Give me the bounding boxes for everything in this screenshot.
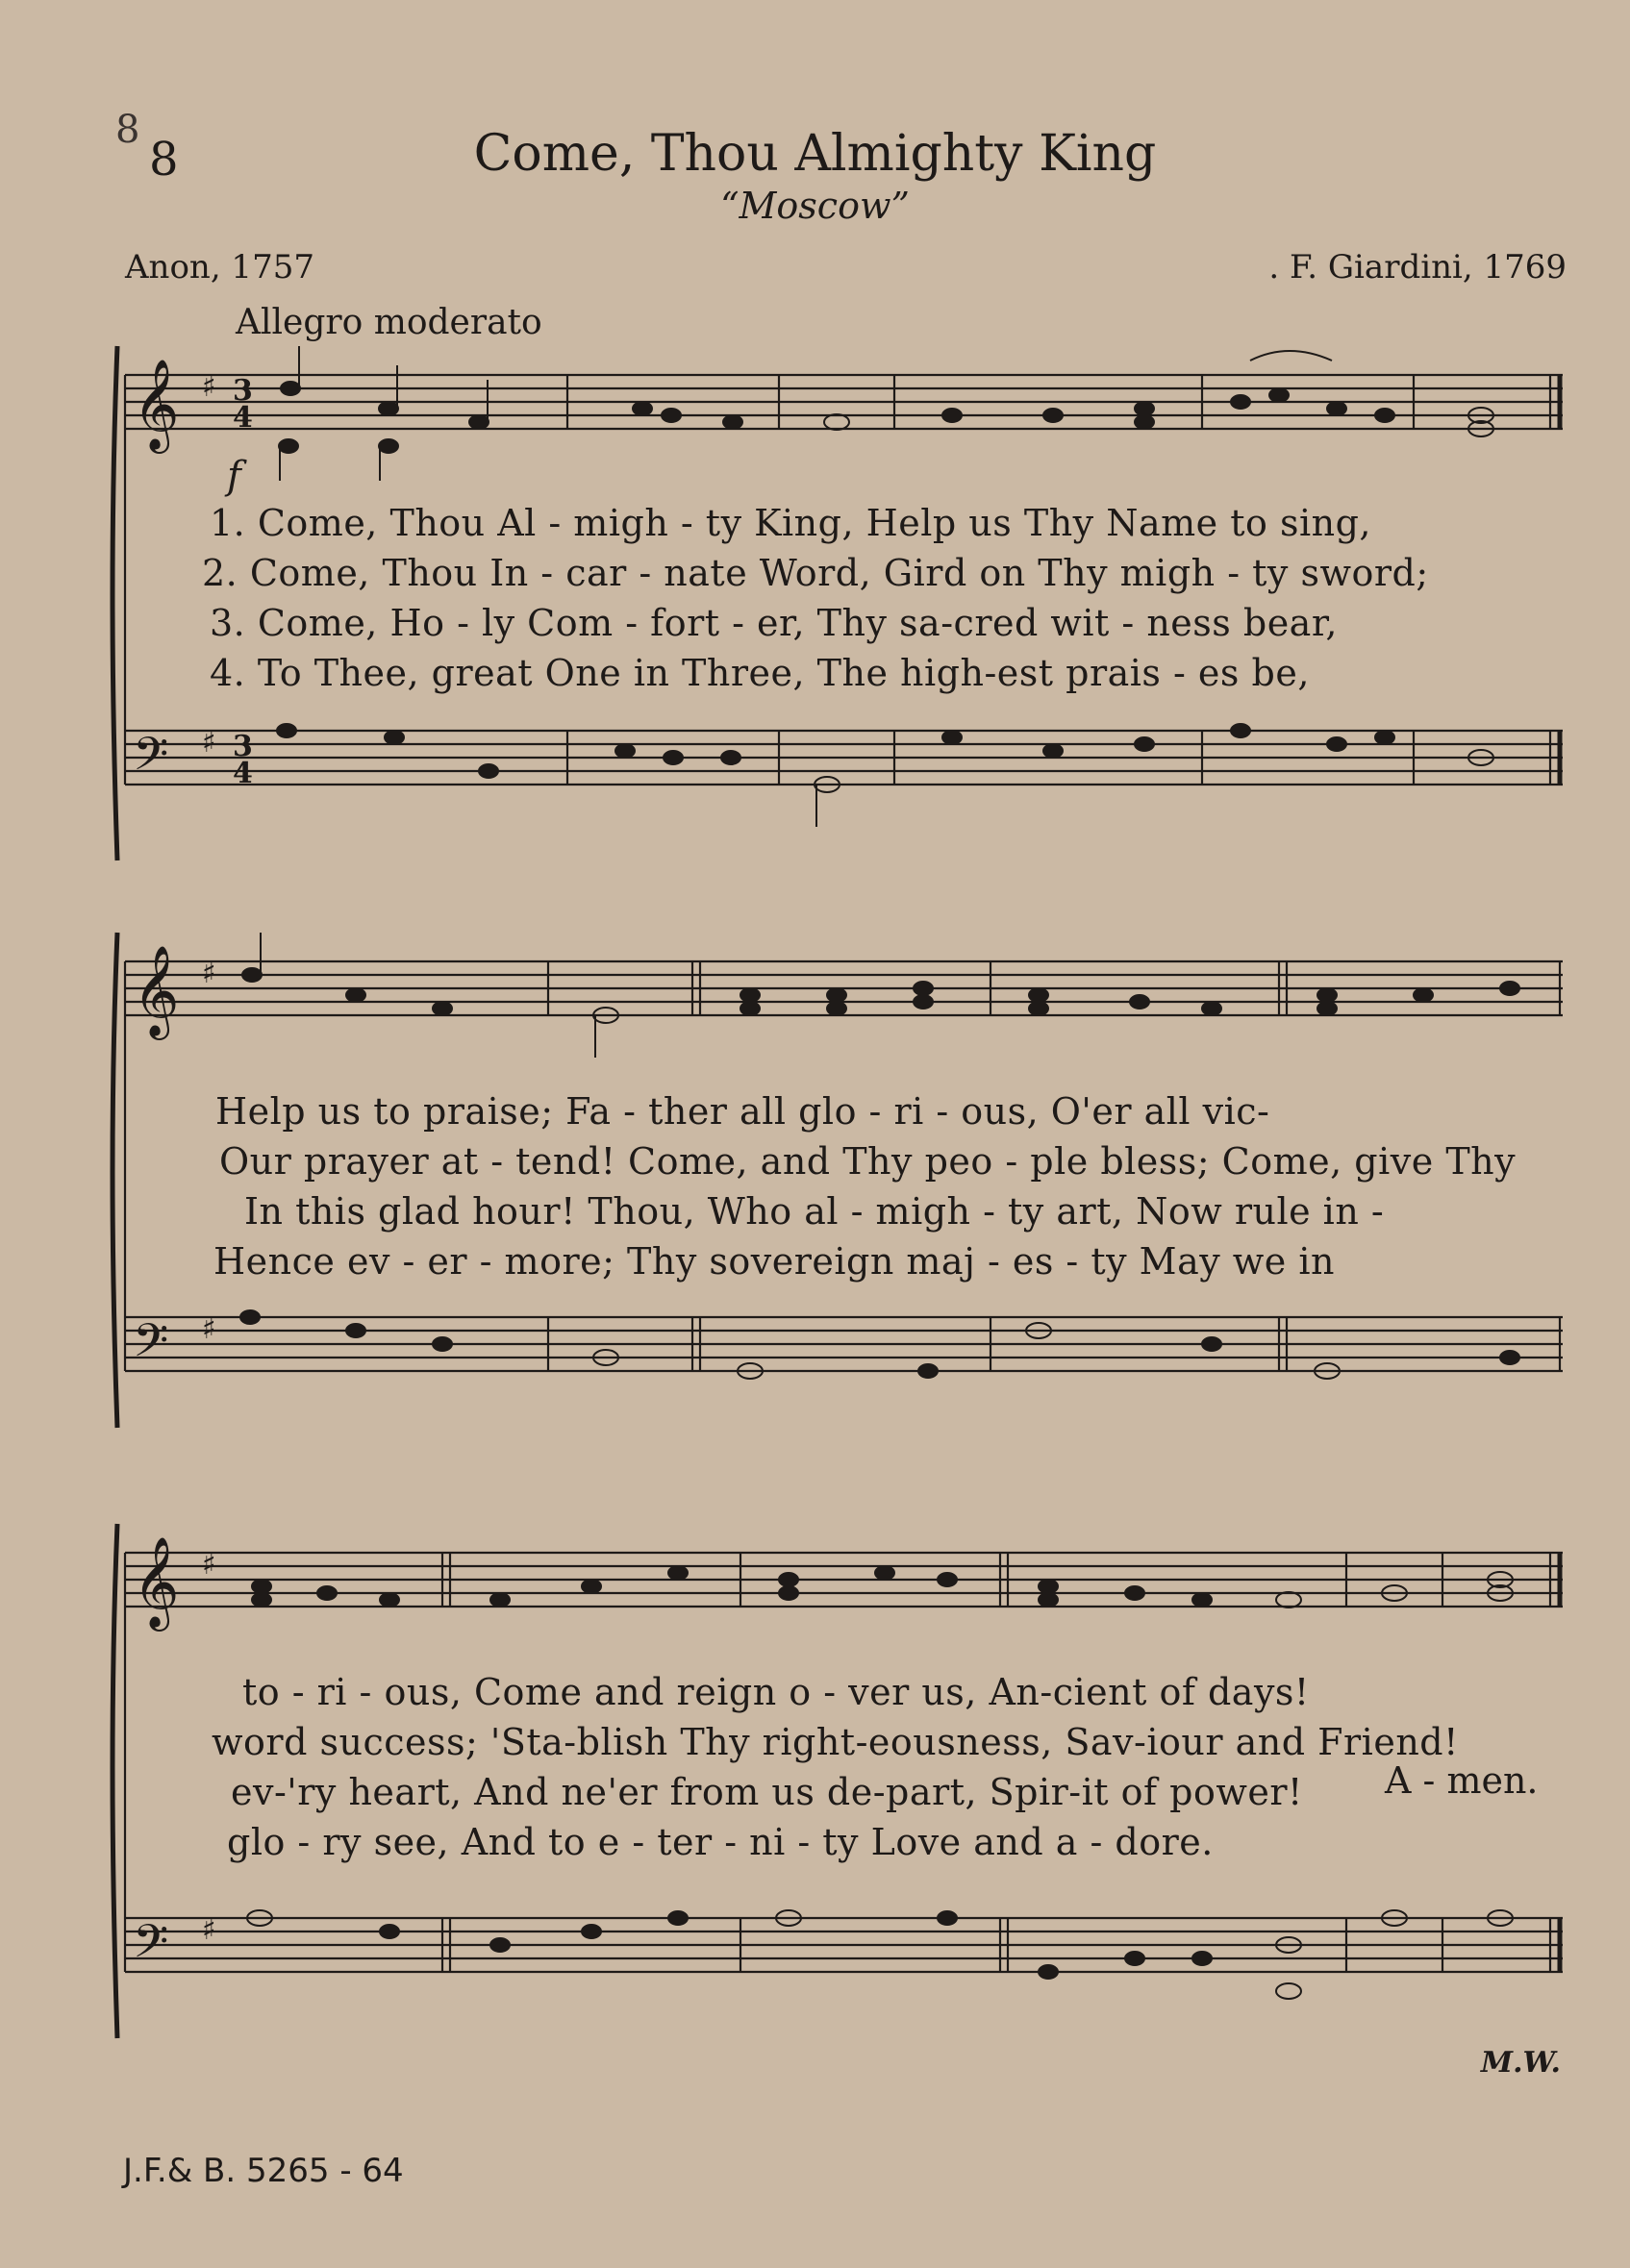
key-signature: ♯ — [202, 1548, 216, 1582]
bass-clef: 𝄢 — [133, 727, 169, 792]
time-signature: 4 — [233, 757, 253, 790]
treble-clef: 𝄞 — [133, 945, 180, 1036]
key-signature: ♯ — [202, 370, 216, 404]
author-credit: Anon, 1757 — [125, 248, 314, 287]
lyric-line: 1. Come, Thou Al - migh - ty King, Help us Thy Name to sing, — [210, 502, 1371, 544]
composer-credit: . F. Giardini, 1769 — [1268, 248, 1567, 287]
bass-clef: 𝄢 — [133, 1313, 169, 1379]
system-brace — [113, 933, 117, 1428]
music-system-2 — [0, 923, 1630, 1442]
lyric-line: 4. To Thee, great One in Three, The high-est prais - es be, — [210, 652, 1310, 694]
time-signature: 3 — [233, 374, 253, 408]
lyric-line: glo - ry see, And to e - ter - ni - ty Love and a - dore. — [227, 1821, 1214, 1863]
lyric-line: word success; 'Sta-blish Thy right-eousness, Sav-iour and Friend! — [212, 1721, 1459, 1763]
lyric-line: 2. Come, Thou In - car - nate Word, Gird on Thy migh - ty sword; — [202, 552, 1429, 594]
key-signature: ♯ — [202, 1312, 216, 1346]
lyric-line: to - ri - ous, Come and reign o - ver us, An-cient of days! — [242, 1671, 1310, 1713]
page-number-pencil: 8 — [115, 108, 140, 152]
system-brace — [113, 1524, 117, 2038]
tempo-marking: Allegro moderato — [236, 303, 542, 342]
lyric-line: ev-'ry heart, And ne'er from us de-part, Spir-it of power! — [231, 1771, 1303, 1813]
treble-clef: 𝄞 — [133, 1536, 180, 1628]
lyric-line: Help us to praise; Fa - ther all glo - ri - ous, O'er all vic- — [215, 1090, 1270, 1133]
bass-clef: 𝄢 — [133, 1914, 169, 1980]
amen-text: A - men. — [1385, 1759, 1539, 1802]
treble-clef: 𝄞 — [133, 359, 180, 450]
bass-staff — [125, 1317, 1563, 1371]
hymn-title: Come, Thou Almighty King — [473, 125, 1157, 183]
lyric-line: 3. Come, Ho - ly Com - fort - er, Thy sa-cred wit - ness bear, — [210, 602, 1338, 644]
key-signature: ♯ — [202, 726, 216, 760]
time-signature: 4 — [233, 401, 253, 435]
treble-staff — [125, 375, 1563, 429]
arranger-initials: M.W. — [1480, 2046, 1561, 2080]
key-signature: ♯ — [202, 957, 216, 990]
lyric-line: Hence ev - er - more; Thy sovereign maj - es - ty May we in — [213, 1240, 1335, 1283]
time-signature: 3 — [233, 730, 253, 763]
catalog-number: J.F.& B. 5265 - 64 — [123, 2152, 404, 2190]
dynamic-marking: f — [227, 454, 241, 498]
lyric-line: In this glad hour! Thou, Who al - migh - ty art, Now rule in - — [244, 1190, 1385, 1233]
key-signature: ♯ — [202, 1913, 216, 1947]
bass-staff — [125, 731, 1563, 785]
system-brace — [113, 346, 117, 860]
lyric-line: Our prayer at - tend! Come, and Thy peo - ple bless; Come, give Thy — [219, 1140, 1517, 1183]
hymn-number: 8 — [149, 133, 179, 187]
tune-name: “Moscow” — [720, 185, 910, 227]
